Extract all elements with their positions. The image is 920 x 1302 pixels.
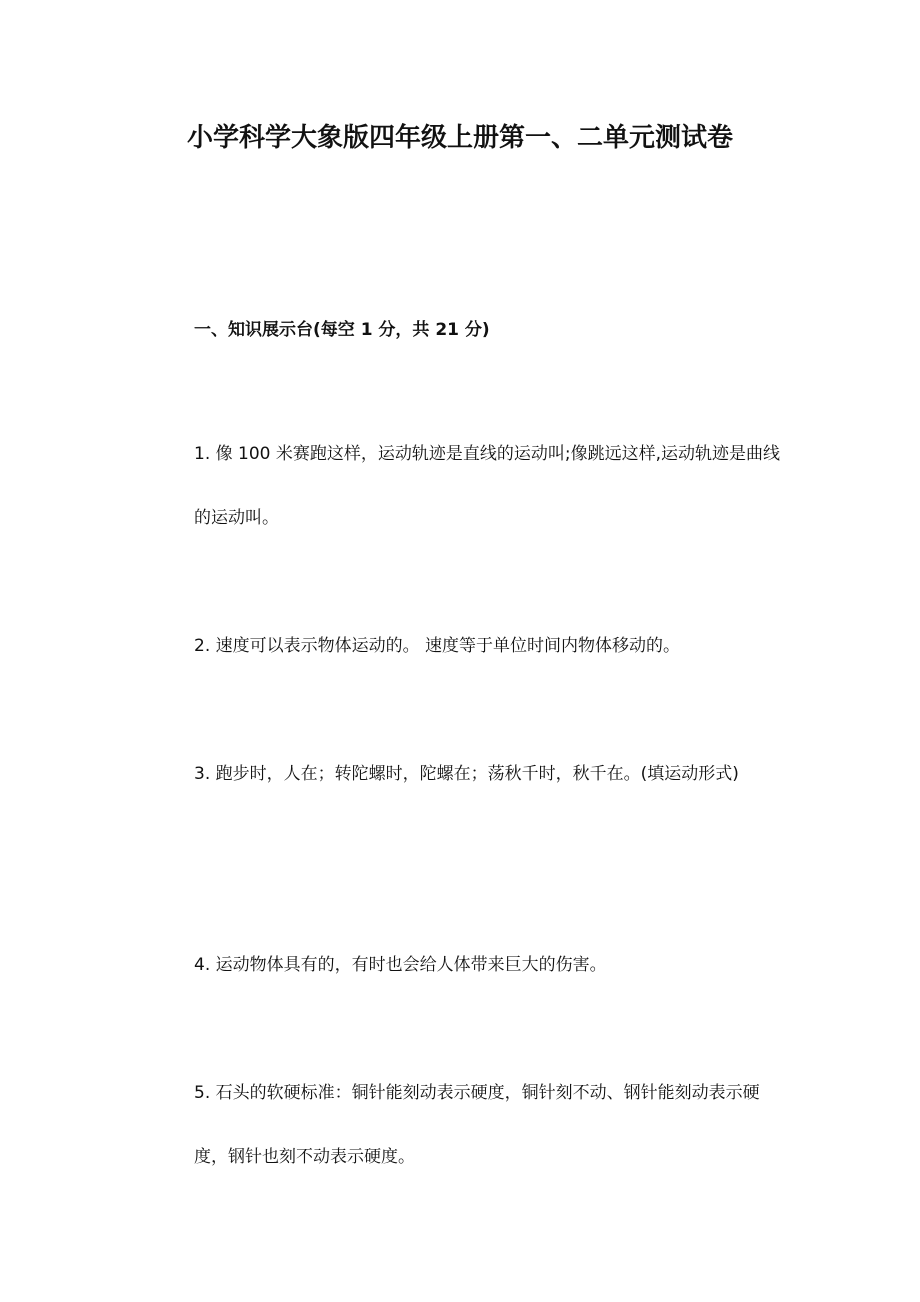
question-3: 3. 跑步时，人在；转陀螺时，陀螺在；荡秋千时，秋千在。(填运动形式) (194, 764, 739, 784)
question-1: 1. 像 100 米赛跑这样，运动轨迹是直线的运动叫;像跳远这样,运动轨迹是曲线的运动叫。 (194, 444, 781, 528)
document-title: 小学科学大象版四年级上册第一、二单元测试卷 (186, 123, 733, 153)
question-5: 5. 石头的软硬标准：铜针能刻动表示硬度，铜针刻不动、钢针能刻动表示硬度，钢针也刻不动表示硬度。 (194, 1083, 760, 1167)
section-heading: 一、知识展示台(每空 1 分，共 21 分) (194, 320, 490, 340)
question-4: 4. 运动物体具有的，有时也会给人体带来巨大的伤害。 (194, 955, 607, 975)
question-2: 2. 速度可以表示物体运动的。 速度等于单位时间内物体移动的。 (194, 636, 681, 656)
